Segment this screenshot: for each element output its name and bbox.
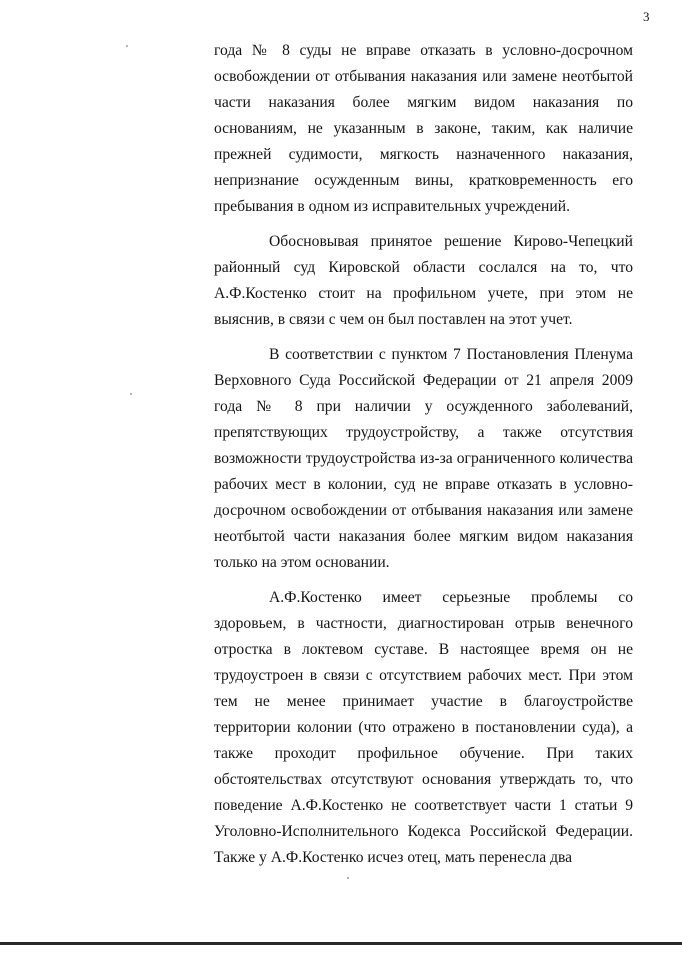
paragraph-continuation: года № 8 суды не вправе отказать в условно-досрочном освобождении от отбывания наказания или замене неотбытой части наказания более мягким видом наказания по основаниям, не указанным в законе, таким, как наличие прежней судимости, мягкость назначенного наказания, непризнание осужденным вины, кратковременность его пребывания в одном из исправительных учреждений. <box>214 42 633 215</box>
paragraph-health-situation: А.Ф.Костенко имеет серьезные проблемы со здоровьем, в частности, диагностирован отрыв венечного отростка в локтевом суставе. В настоящее время он не трудоустроен в связи с отсутствием рабочих мест. При этом тем не менее принимает участие в благоустройстве территории колонии (что отражено в постановлении суда), а также проходит профильное обучение. При таких обстоятельствах отсутствуют основания утверждать то, что поведение А.Ф.Костенко не соответствует части 1 статьи 9 Уголовно-Исполнительного Кодекса Российской Федерации. Также у А.Ф.Костенко исчез отец, мать перенесла два <box>214 589 633 866</box>
scan-speck <box>130 393 132 395</box>
paragraph-court-decision: Обосновывая принятое решение Кирово-Чепецкий районный суд Кировской области сослался на то, что А.Ф.Костенко стоит на профильном учете, при этом не выяснив, в связи с чем он был поставлен на этот учет. <box>214 233 633 328</box>
document-body <box>214 38 633 871</box>
scan-speck <box>126 45 128 47</box>
scan-edge-line <box>0 942 682 945</box>
page-number: 3 <box>643 9 650 24</box>
scan-speck <box>347 877 349 879</box>
paragraph-plenum-reference: В соответствии с пунктом 7 Постановления Пленума Верховного Суда Российской Федерации от 21 апреля 2009 года № 8 при наличии у осужденного заболеваний, препятствующих трудоустройству, а также отсутствия возможности трудоустройства из-за ограниченного количества рабочих мест в колонии, суд не вправе отказать в условно-досрочном освобождении от отбывания наказания или замене неотбытой части наказания более мягким видом наказания только на этом основании. <box>214 346 633 571</box>
